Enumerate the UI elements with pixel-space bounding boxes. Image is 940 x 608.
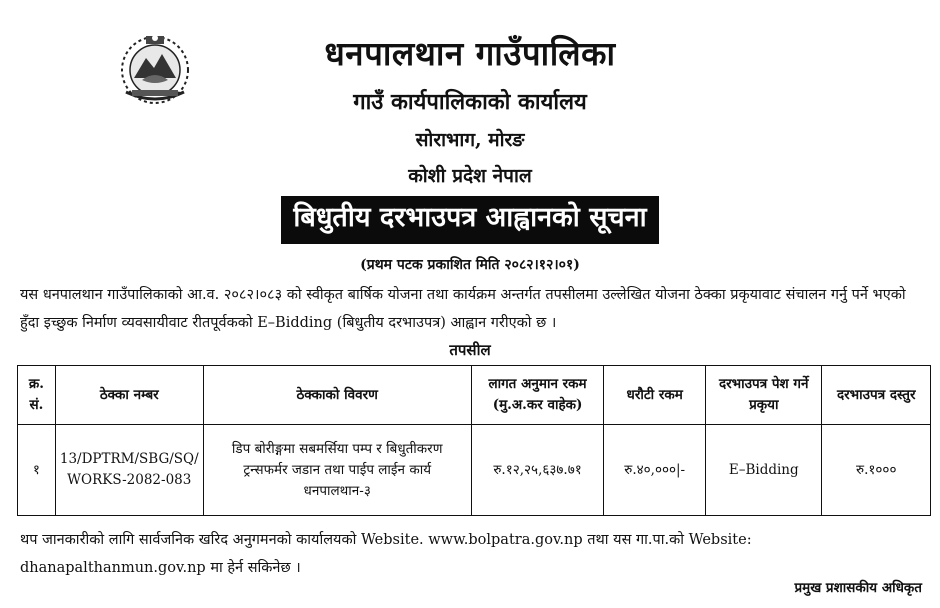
cell-contract-no: 13/DPTRM/SBG/SQ/ WORKS-2082-083: [55, 425, 203, 516]
cell-submission: E–Bidding: [706, 425, 822, 516]
cell-fee: रु.१०००: [822, 425, 931, 516]
table-row: [18, 425, 931, 516]
tender-table: [17, 365, 931, 516]
header-contract-no: ठेक्का नम्बर: [55, 366, 203, 425]
details-heading: तपसील: [449, 341, 491, 359]
municipality-name: धनपालथान गाउँपालिका: [324, 34, 616, 73]
notice-title: बिधुतीय दरभाउपत्र आह्वानको सूचना: [281, 196, 658, 244]
publication-date: (प्रथम पटक प्रकाशित मिति २०८२।१२।०१): [360, 257, 580, 273]
signatory: प्रमुख प्रशासकीय अधिकृत: [794, 580, 922, 596]
header-sn: क्र. सं.: [18, 366, 56, 425]
province-name: कोशी प्रदेश नेपाल: [408, 165, 532, 187]
footer-info: थप जानकारीको लागि सार्वजनिक खरिद अनुगमनको कार्यालयको Website. www.bolpatra.gov.np तथा यस गा.पा.को Website: dhanapalthanmun.gov.np मा हेर्न सकिनेछ ।: [20, 532, 752, 576]
table-header-row: [18, 366, 931, 425]
intro-paragraph: यस धनपालथान गाउँपालिकाको आ.व. २०८२।०८३ को स्वीकृत बार्षिक योजना तथा कार्यक्रम अन्तर्गत तपसीलमा उल्लेखित योजना ठेक्का प्रकृयावाट संचालन गर्नु पर्ने भएको हुँदा इच्छुक निर्माण व्यवसायीवाट रीतपूर्वकको E–Bidding (बिधुतीय दरभाउपत्र) आह्वान गरीएको छ ।: [20, 287, 906, 331]
header-estimate: लागत अनुमान रकम (मु.अ.कर वाहेक): [471, 366, 604, 425]
header-submission: दरभाउपत्र पेश गर्ने प्रकृया: [706, 366, 822, 425]
office-location: सोराभाग, मोरङ: [415, 129, 525, 151]
cell-deposit: रु.४०,०००|-: [604, 425, 706, 516]
notice-title-banner: [0, 196, 940, 244]
cell-estimate: रु.१२,२५,६३७.७१: [471, 425, 604, 516]
office-name: गाउँ कार्यपालिकाको कार्यालय: [353, 89, 587, 115]
cell-sn: १: [18, 425, 56, 516]
header-deposit: धरौटी रकम: [604, 366, 706, 425]
header-description: ठेक्काको विवरण: [203, 366, 471, 425]
header-fee: दरभाउपत्र दस्तुर: [822, 366, 931, 425]
cell-description: डिप बोरीङ्गमा सबमर्सिया पम्प र बिधुतीकरण ट्रन्सफर्मर जडान तथा पाईप लाईन कार्य धनपालथान-३: [203, 425, 471, 516]
